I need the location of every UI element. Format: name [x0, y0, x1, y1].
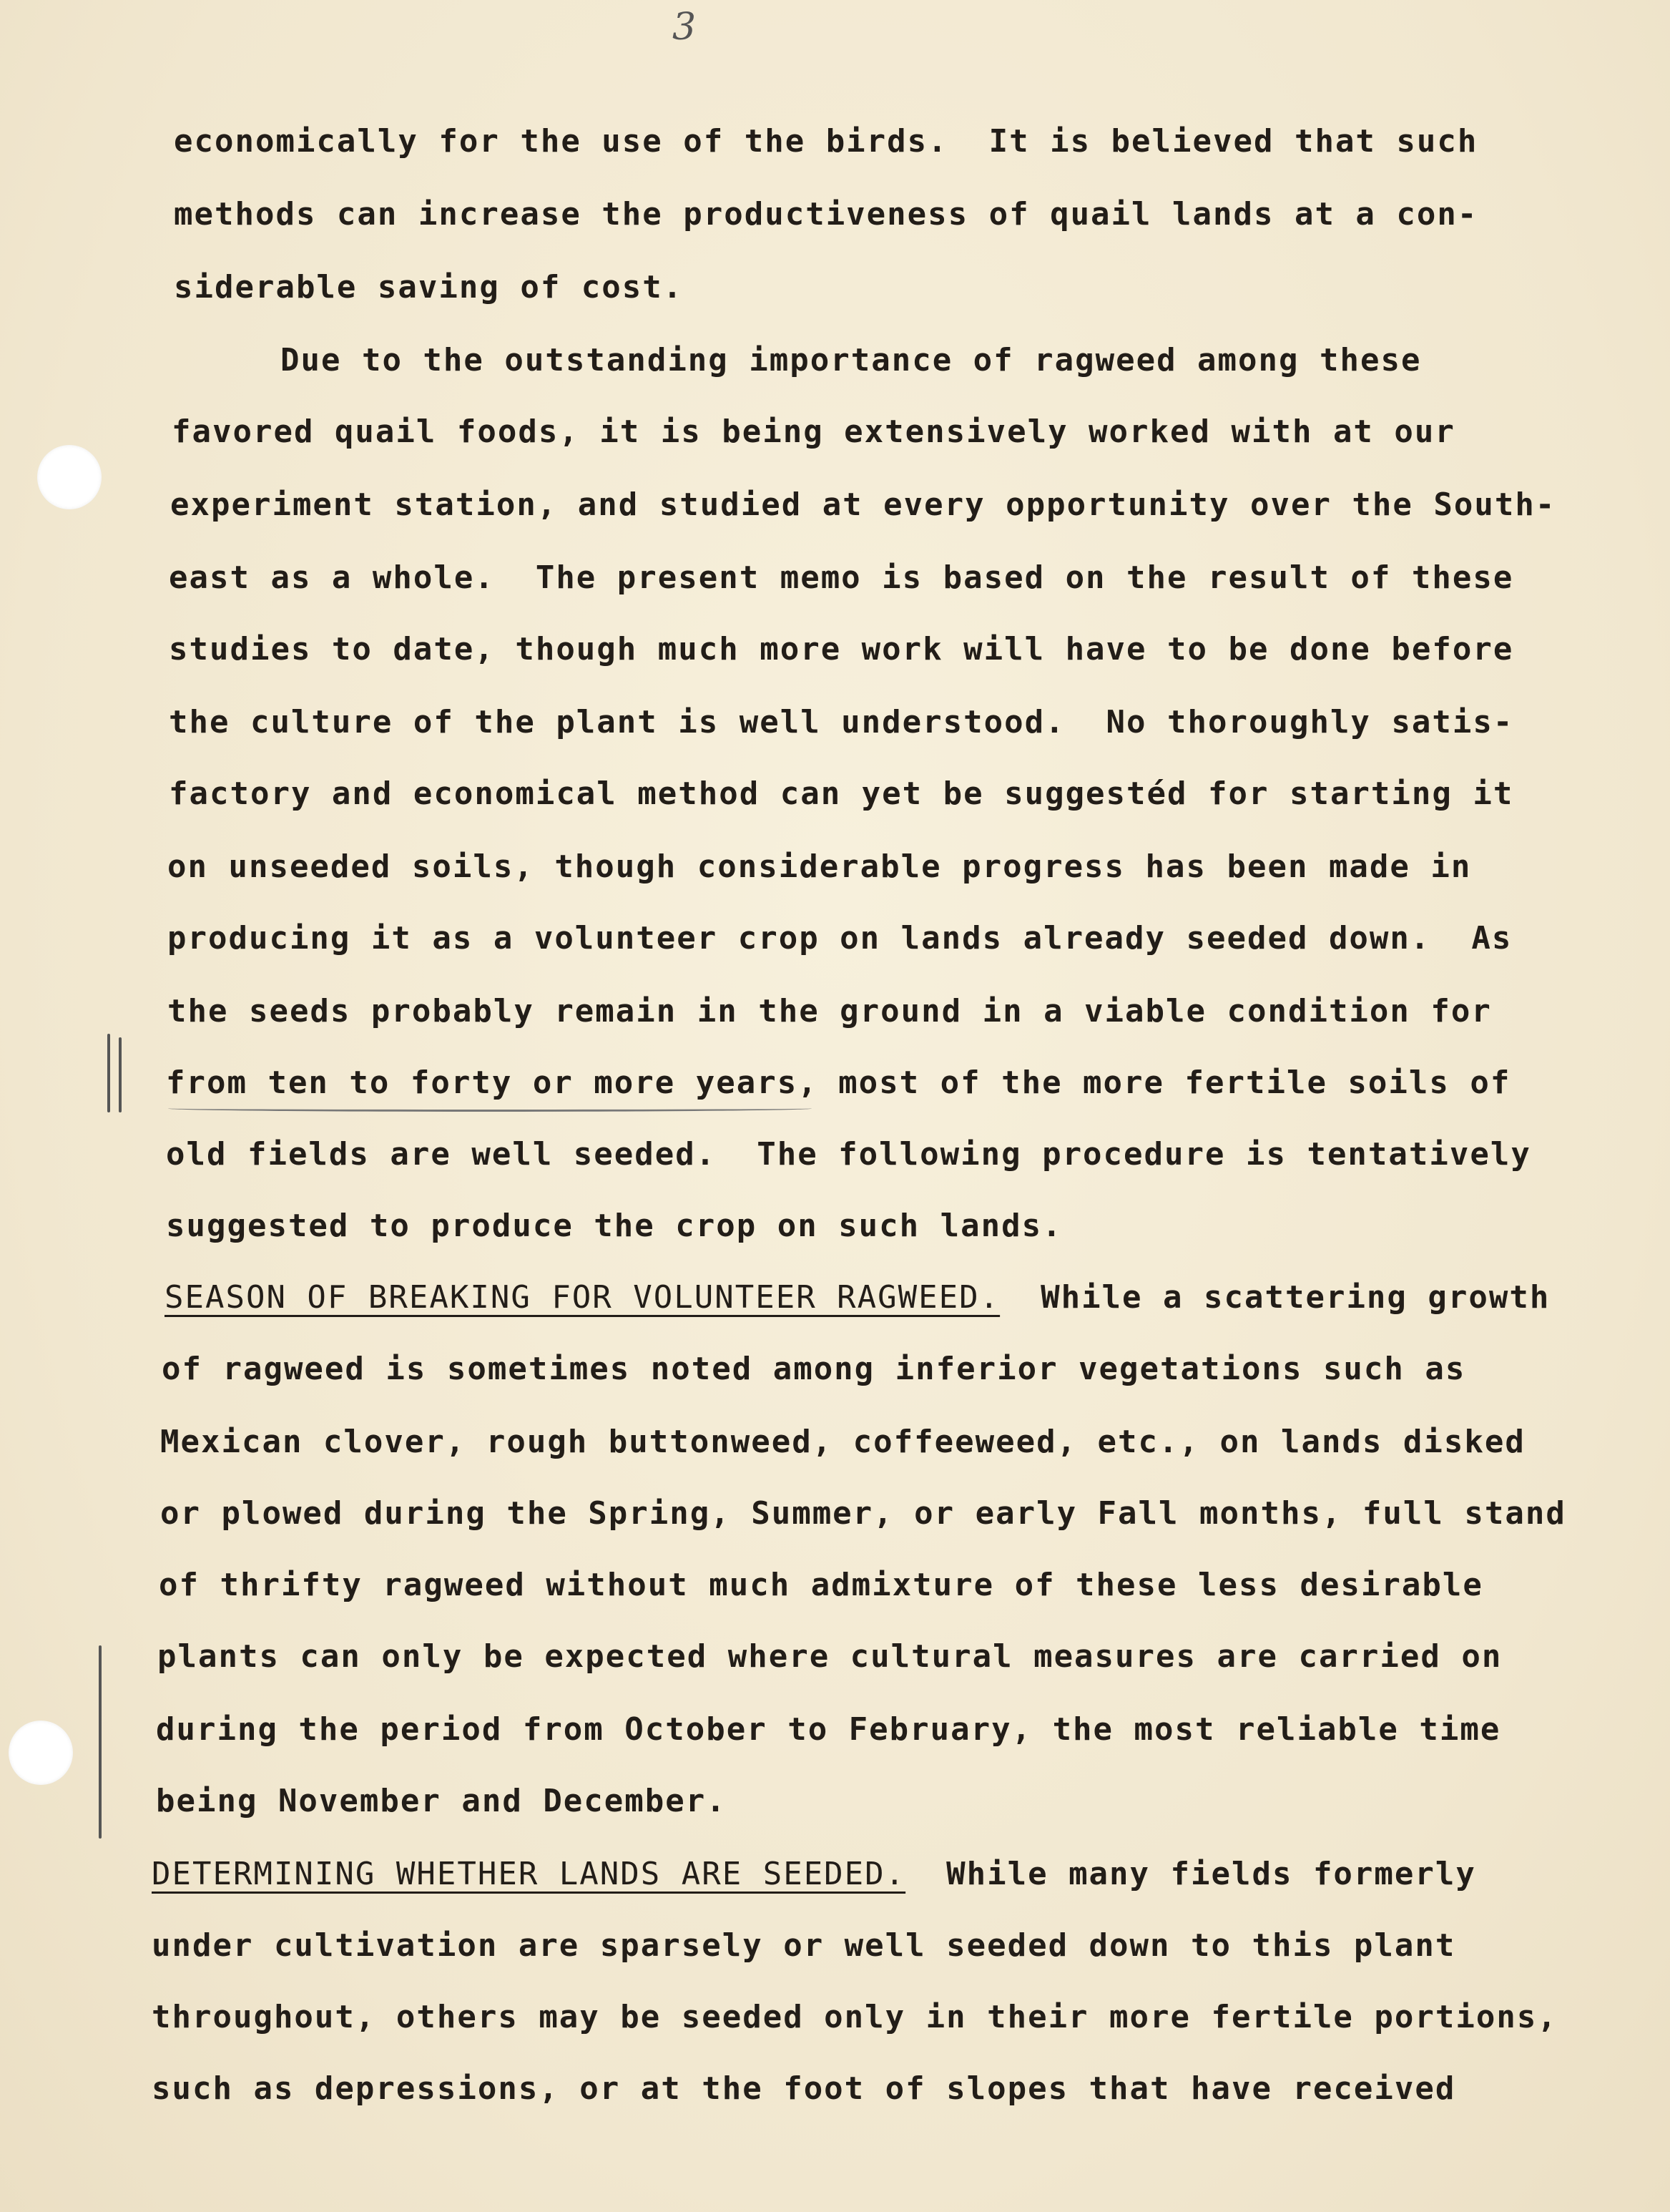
- margin-mark-double-1: [107, 1034, 110, 1112]
- text-line: [156, 1708, 1500, 1751]
- text-line: [167, 990, 1492, 1033]
- text-line: [152, 1924, 1455, 1967]
- line-text: throughout, others may be seeded only in their more fertile portions,: [152, 1999, 1558, 2035]
- line-text: economically for the use of the birds. It is believed that such: [174, 123, 1478, 160]
- line-text: studies to date, though much more work will have to be done before: [169, 631, 1514, 667]
- text-line: [159, 1564, 1483, 1607]
- line-text: methods can increase the productiveness of quail lands at a con-: [174, 196, 1478, 233]
- text-line: [152, 2067, 1455, 2110]
- line-text: or plowed during the Spring, Summer, or early Fall months, full stand: [160, 1495, 1566, 1532]
- line-text: the seeds probably remain in the ground in a viable condition for: [167, 993, 1492, 1029]
- text-line: [157, 1635, 1502, 1678]
- text-line: [174, 120, 1478, 163]
- line-text: during the period from October to February, the most reliable time: [156, 1711, 1501, 1748]
- line-text: under cultivation are sparsely or well seeded down to this plant: [152, 1927, 1456, 1964]
- line-text: such as depressions, or at the foot of slopes that have received: [152, 2070, 1456, 2107]
- text-line: [156, 1780, 727, 1823]
- line-text: old fields are well seeded. The following procedure is tentatively: [166, 1136, 1531, 1173]
- text-line: [174, 193, 1478, 236]
- line-text: on unseeded soils, though considerable progress has been made in: [167, 848, 1472, 885]
- text-line: [152, 1996, 1558, 2039]
- text-line: [172, 411, 1455, 454]
- text-line: [169, 557, 1513, 600]
- text-line: [170, 484, 1556, 527]
- line-text: of ragweed is sometimes noted among inferior vegetations such as: [162, 1351, 1466, 1387]
- section-heading: SEASON OF BREAKING FOR VOLUNTEER RAGWEED.: [164, 1279, 1001, 1316]
- line-text: plants can only be expected where cultural measures are carried on: [157, 1638, 1503, 1675]
- text-line: [162, 1348, 1465, 1391]
- text-line: [169, 773, 1513, 816]
- margin-mark-double-2: [119, 1037, 122, 1112]
- line-text: the culture of the plant is well understood. No thoroughly satis-: [169, 704, 1514, 740]
- text-line: [167, 846, 1471, 889]
- pencil-underline: [168, 1105, 812, 1112]
- line-text: factory and economical method can yet be suggestéd for starting it: [169, 775, 1514, 812]
- line-text: favored quail foods, it is being extensively worked with at our: [172, 413, 1455, 450]
- text-line: [160, 1421, 1526, 1464]
- page-number: 3: [672, 6, 697, 49]
- line-text: experiment station, and studied at every opportunity over the South-: [170, 486, 1556, 523]
- text-line: [169, 628, 1513, 671]
- text-line: [164, 1276, 1550, 1319]
- line-text: siderable saving of cost.: [174, 269, 684, 305]
- text-line: [169, 701, 1513, 744]
- text-line: [166, 1205, 1063, 1248]
- text-line: [166, 1062, 1511, 1105]
- text-line: [280, 339, 1421, 382]
- line-text: from ten to forty or more years, most of the more fertile soils of: [166, 1065, 1511, 1101]
- line-text: of thrifty ragweed without much admixture of these less desirable: [159, 1567, 1483, 1603]
- line-text: Due to the outstanding importance of ragweed among these: [280, 342, 1422, 378]
- punch-hole-bottom: [9, 1721, 73, 1785]
- line-text: While a scattering growth: [1000, 1279, 1551, 1316]
- margin-mark-single: [99, 1645, 102, 1839]
- text-line: [160, 1492, 1566, 1535]
- line-text: Mexican clover, rough buttonweed, coffeeweed, etc., on lands disked: [160, 1424, 1526, 1460]
- section-heading: DETERMINING WHETHER LANDS ARE SEEDED.: [152, 1856, 906, 1892]
- text-line: [167, 917, 1512, 960]
- line-text: While many fields formerly: [905, 1856, 1476, 1892]
- line-text: being November and December.: [156, 1783, 727, 1819]
- line-text: producing it as a volunteer crop on lands already seeded down. As: [167, 920, 1513, 956]
- text-line: [174, 266, 683, 309]
- text-line: [166, 1133, 1531, 1176]
- punch-hole-top: [37, 445, 102, 509]
- line-text: east as a whole. The present memo is based on the result of these: [169, 559, 1514, 596]
- line-text: suggested to produce the crop on such lands.: [166, 1208, 1063, 1244]
- text-line: [152, 1853, 1476, 1896]
